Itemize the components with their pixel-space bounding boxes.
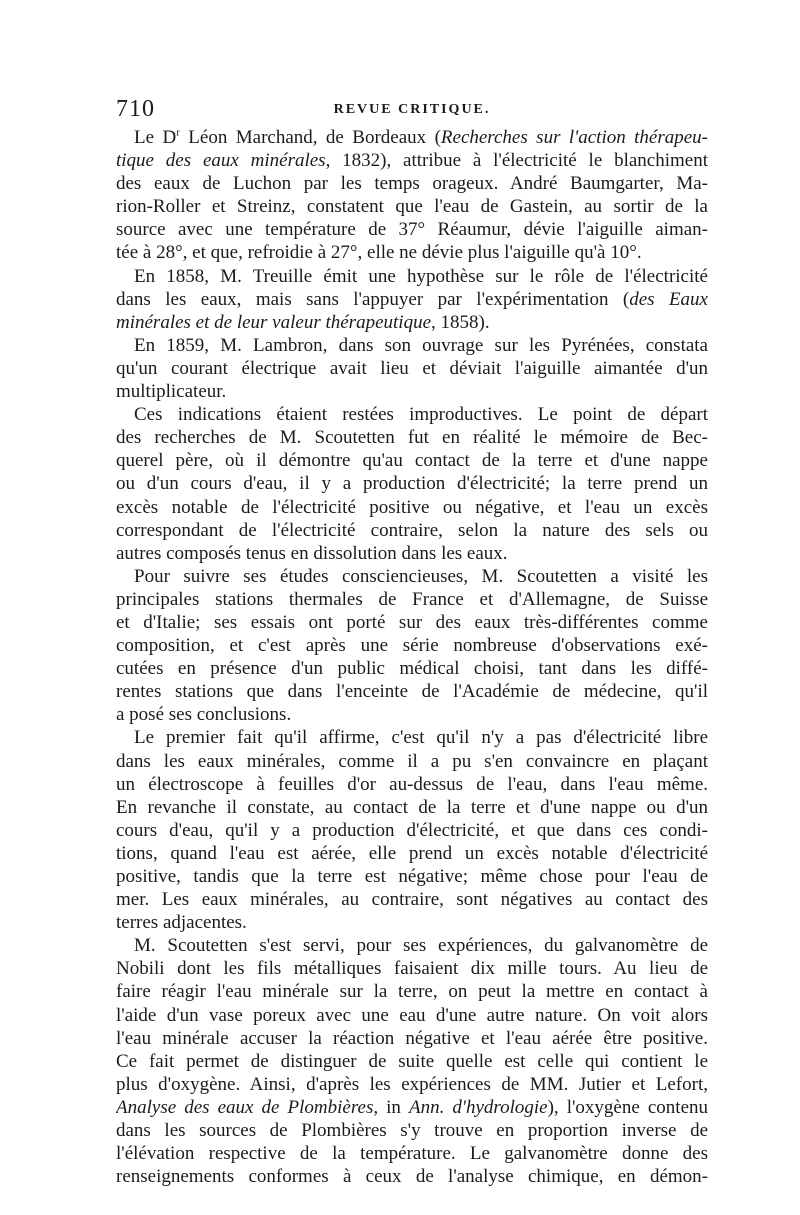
text-run: qu'un courant électrique avait lieu et déviait l'aiguille aimantée d'un — [116, 357, 708, 379]
text-run: correspondant de l'électricité contraire, selon la nature des sels ou — [116, 519, 708, 541]
italic-text: Recherches sur l'action thérapeu- — [440, 127, 708, 148]
text-line — [116, 911, 708, 934]
text-run: multiplicateur. — [116, 381, 227, 403]
text-line — [116, 1073, 708, 1096]
italic-text: des Eaux — [629, 288, 708, 310]
text-line — [116, 934, 708, 957]
text-run: En 1858, M. Treuille émit une hypothèse sur le rôle de l'électricité — [134, 265, 708, 287]
text-run: autres composés tenus en dissolution dans les eaux. — [116, 542, 508, 564]
text-run: cours d'eau, qu'il y a production d'électricité, et que dans ces condi- — [116, 819, 708, 841]
text-run: terres adjacentes. — [116, 912, 247, 934]
text-line — [116, 265, 708, 288]
text-line — [116, 726, 708, 749]
text-line — [116, 472, 708, 495]
text-run: excès notable de l'électricité positive ou négative, et l'eau un excès — [116, 496, 708, 518]
text-line — [116, 1096, 708, 1119]
text-line — [116, 819, 708, 842]
text-line — [116, 796, 708, 819]
text-run: plus d'oxygène. Ainsi, d'après les expériences de MM. Jutier et Lefort, — [116, 1073, 708, 1095]
page-number: 710 — [116, 96, 155, 122]
superscript-text: r — [176, 126, 180, 139]
text-run: cutées en présence d'un public médical choisi, tant dans les diffé- — [116, 658, 708, 680]
body-text — [116, 126, 708, 1188]
text-line — [116, 496, 708, 519]
italic-text: minérales et de leur valeur thérapeutique — [116, 311, 432, 333]
text-run: ou d'un cours d'eau, il y a production d'électricité; la terre prend un — [116, 473, 708, 495]
text-run: source avec une température de 37° Réaumur, dévie l'aiguille aiman- — [116, 219, 708, 241]
italic-text: tique des eaux minérales — [116, 150, 326, 172]
text-run: des recherches de M. Scoutetten fut en réalité le mémoire de Bec- — [116, 427, 708, 449]
text-run: renseignements conformes à ceux de l'analyse chimique, en démon- — [116, 1166, 708, 1188]
text-run: et d'Italie; ses essais ont porté sur des eaux très-différentes comme — [116, 611, 708, 633]
text-run: l'aide d'un vase poreux avec une eau d'une autre nature. On voit alors — [116, 1004, 708, 1026]
text-run: rion-Roller et Streinz, constatent que l'eau de Gastein, au sortir de la — [116, 196, 708, 218]
text-run: ), l'oxygène contenu — [547, 1096, 708, 1118]
running-head: REVUE CRITIQUE. — [333, 102, 491, 117]
text-line — [116, 218, 708, 241]
text-line — [116, 1004, 708, 1027]
italic-text: Ann. d'hydrologie — [409, 1096, 548, 1118]
text-line — [116, 842, 708, 865]
text-run: rentes stations que dans l'enceinte de l'Académie de médecine, qu'il — [116, 681, 708, 703]
text-run: dans les sources de Plombières s'y trouve en proportion inverse de — [116, 1120, 708, 1142]
text-run: principales stations thermales de France et d'Allemagne, de Suisse — [116, 588, 708, 610]
text-line — [116, 357, 708, 380]
text-run: positive, tandis que la terre est négative; même chose pour l'eau de — [116, 866, 708, 887]
text-line — [116, 542, 708, 565]
text-line — [116, 519, 708, 542]
text-line — [116, 680, 708, 703]
text-run: Le premier fait qu'il affirme, c'est qu'il n'y a pas d'électricité libre — [134, 727, 708, 749]
text-run: , in — [373, 1096, 409, 1118]
text-line — [116, 195, 708, 218]
text-line — [116, 149, 708, 172]
text-line — [116, 865, 708, 888]
text-line — [116, 426, 708, 449]
text-line — [116, 565, 708, 588]
text-run: composition, et c'est après une série nombreuse d'observations exé- — [116, 635, 708, 657]
text-line — [116, 1142, 708, 1165]
text-run: , 1858). — [431, 311, 490, 333]
text-run: Ce fait permet de distinguer de suite quelle est celle qui contient le — [116, 1050, 708, 1072]
text-line — [116, 380, 708, 403]
text-run: Léon Marchand, de Bordeaux ( — [179, 127, 441, 148]
text-line — [116, 588, 708, 611]
text-run: mer. Les eaux minérales, au contraire, sont négatives au contact des — [116, 889, 708, 911]
text-line — [116, 241, 708, 264]
text-line — [116, 750, 708, 773]
text-line — [116, 957, 708, 980]
text-line — [116, 311, 708, 334]
text-line — [116, 611, 708, 634]
text-run: Pour suivre ses études consciencieuses, M. Scoutetten a visité les — [134, 565, 708, 587]
text-line — [116, 657, 708, 680]
text-run: l'eau minérale accuser la réaction négative et l'eau aérée être positive. — [116, 1027, 708, 1049]
text-line — [116, 980, 708, 1003]
text-run: Le D — [134, 127, 177, 148]
text-line — [116, 1119, 708, 1142]
text-line — [116, 288, 708, 311]
text-run: a posé ses conclusions. — [116, 704, 292, 726]
text-run: des eaux de Luchon par les temps orageux. André Baumgarter, Ma- — [116, 173, 708, 195]
text-line — [116, 334, 708, 357]
italic-text: Analyse des eaux de Plombières — [116, 1096, 374, 1118]
text-run: querel père, où il démontre qu'au contact de la terre et d'une nappe — [116, 450, 708, 472]
text-line — [116, 773, 708, 796]
text-line — [116, 449, 708, 472]
text-run: Ces indications étaient restées improductives. Le point de départ — [134, 404, 708, 426]
text-run: En 1859, M. Lambron, dans son ouvrage sur les Pyrénées, constata — [134, 334, 708, 356]
text-line — [116, 888, 708, 911]
text-run: Nobili dont les fils métalliques faisaient dix mille tours. Au lieu de — [116, 958, 708, 980]
text-run: tée à 28°, et que, refroidie à 27°, elle ne dévie plus l'aiguille qu'à 10°. — [116, 242, 642, 264]
text-line — [116, 1050, 708, 1073]
text-line — [116, 1165, 708, 1188]
text-run: dans les eaux minérales, comme il a pu s'en convaincre en plaçant — [116, 750, 708, 772]
text-run: En revanche il constate, au contact de la terre et d'une nappe ou d'un — [116, 796, 708, 818]
text-line — [116, 126, 708, 149]
text-run: , 1832), attribue à l'électricité le blanchiment — [325, 150, 708, 172]
text-run: tions, quand l'eau est aérée, elle prend un excès notable d'électricité — [116, 842, 708, 864]
text-run: un électroscope à feuilles d'or au-dessus de l'eau, dans l'eau même. — [116, 773, 708, 795]
text-run: M. Scoutetten s'est servi, pour ses expériences, du galvanomètre de — [134, 935, 708, 957]
page-header — [116, 96, 708, 126]
text-line — [116, 172, 708, 195]
text-run: faire réagir l'eau minérale sur la terre, on peut la mettre en contact à — [116, 981, 708, 1003]
text-run: dans les eaux, mais sans l'appuyer par l'expérimentation ( — [116, 288, 630, 310]
text-line — [116, 634, 708, 657]
text-run: l'élévation respective de la température. Le galvanomètre donne des — [116, 1143, 708, 1165]
text-line — [116, 1027, 708, 1050]
text-line — [116, 403, 708, 426]
text-line — [116, 703, 708, 726]
